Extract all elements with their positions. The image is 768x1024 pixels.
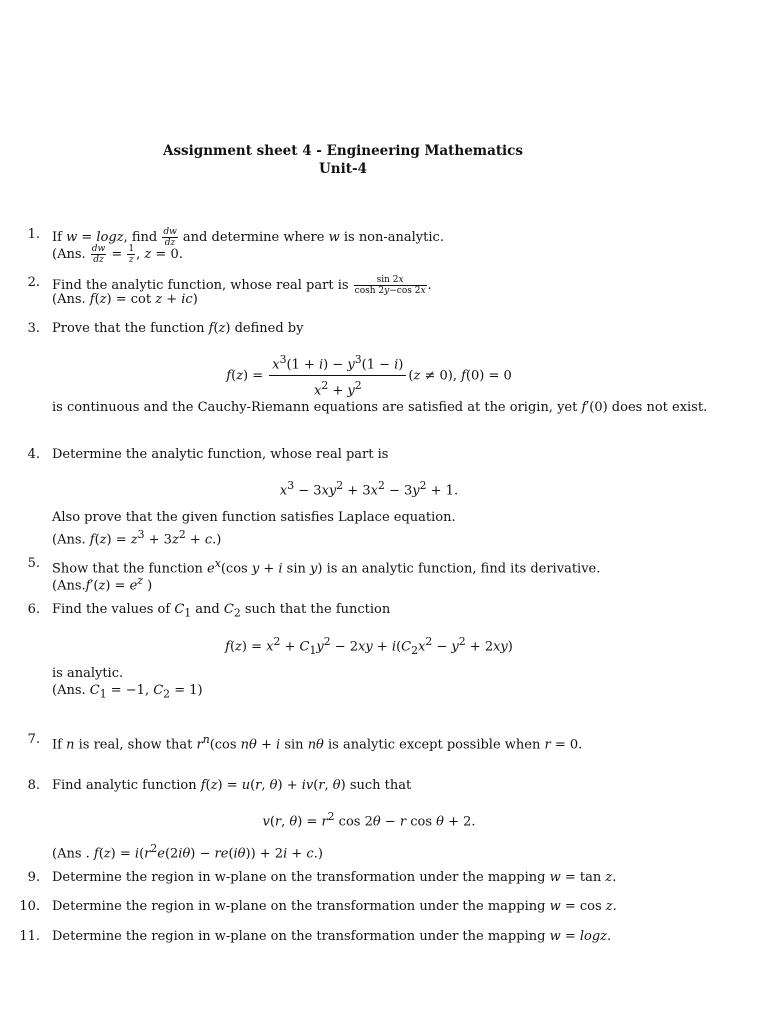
question-3-cont: is continuous and the Cauchy-Riemann equations are satisfied at the origin, yet f′(0) does not exist. xyxy=(52,400,708,415)
answer-4: (Ans. $f(z) = z^3 + 3z^2 + c$.) xyxy=(52,528,222,548)
question-6-cont: is analytic. xyxy=(52,666,124,681)
equation-3: f(z) = $\frac{x^3(1 + i) - y^3(1 - i)}{x^2 + y^2}$ (z ≠ 0), f(0) = 0 xyxy=(52,350,686,402)
item-number: 6. xyxy=(27,602,40,617)
item-number: 4. xyxy=(27,447,40,462)
question-5: Show that the function $e^x(\cos$ y + i sin y) is an analytic function, find its derivative. xyxy=(52,557,601,577)
question-8: Find analytic function f(z) = u(r, θ) + iv(r, θ) such that xyxy=(52,778,412,793)
question-11: Determine the region in w-plane on the transformation under the mapping w = logz. xyxy=(52,929,612,944)
equation-4: $x^3 - 3xy^2 + 3x^2 - 3y^2 + 1$. xyxy=(279,479,459,499)
equation-8: v(r, $\theta) = r^2$ cos 2θ − r cos θ + 2. xyxy=(262,810,476,830)
question-10: Determine the region in w-plane on the transformation under the mapping w = cos z. xyxy=(52,899,617,914)
item-number: 1. xyxy=(27,227,40,242)
question-9: Determine the region in w-plane on the transformation under the mapping w = tan z. xyxy=(52,870,617,885)
answer-2: (Ans. f(z) = cot z + ic) xyxy=(52,292,198,307)
answer-8: (Ans . $f(z) = i(r^2e(2i\theta) - re(i\theta)) + 2i + c$.) xyxy=(52,842,323,862)
item-number: 3. xyxy=(27,321,40,336)
equation-6: $f(z) = x^2 + C_1y^2 - 2xy + i(C_2x^2 - y^2 + 2xy)$ xyxy=(225,635,513,657)
item-number: 10. xyxy=(19,899,40,914)
answer-1: (Ans. $\frac{dw}{dz}$ = $\frac{1}{z}$ , z = 0. xyxy=(52,244,183,265)
question-1: If w = logz, find $\frac{dw}{dz}$ and determine where w is non-analytic. xyxy=(52,227,444,248)
document-title: Assignment sheet 4 - Engineering Mathematics xyxy=(162,143,524,159)
answer-6: (Ans. $C_1 = -1$, $C_2 = 1$) xyxy=(52,683,203,701)
question-4-cont: Also prove that the given function satisfies Laplace equation. xyxy=(52,510,456,525)
item-number: 7. xyxy=(27,732,40,747)
item-number: 2. xyxy=(27,275,40,290)
question-6: Find the values of $C_1$ and $C_2$ such that the function xyxy=(52,602,391,620)
item-number: 11. xyxy=(19,929,40,944)
item-number: 5. xyxy=(27,556,40,571)
item-number: 9. xyxy=(27,870,40,885)
question-4: Determine the analytic function, whose real part is xyxy=(52,447,389,462)
question-7: If n is real, show that $r^n(\cos$ nθ + i sin nθ is analytic except possible when r = 0. xyxy=(52,733,583,753)
question-2: Find the analytic function, whose real part is $\frac{\sin 2x}{\cosh 2y-\cos 2x}$ . xyxy=(52,275,432,296)
answer-5: ($Ans.f'(z) = e^z$ ) xyxy=(52,574,153,594)
document-subtitle: Unit-4 xyxy=(319,161,367,177)
item-number: 8. xyxy=(27,778,40,793)
question-3: Prove that the function f(z) defined by xyxy=(52,321,304,336)
